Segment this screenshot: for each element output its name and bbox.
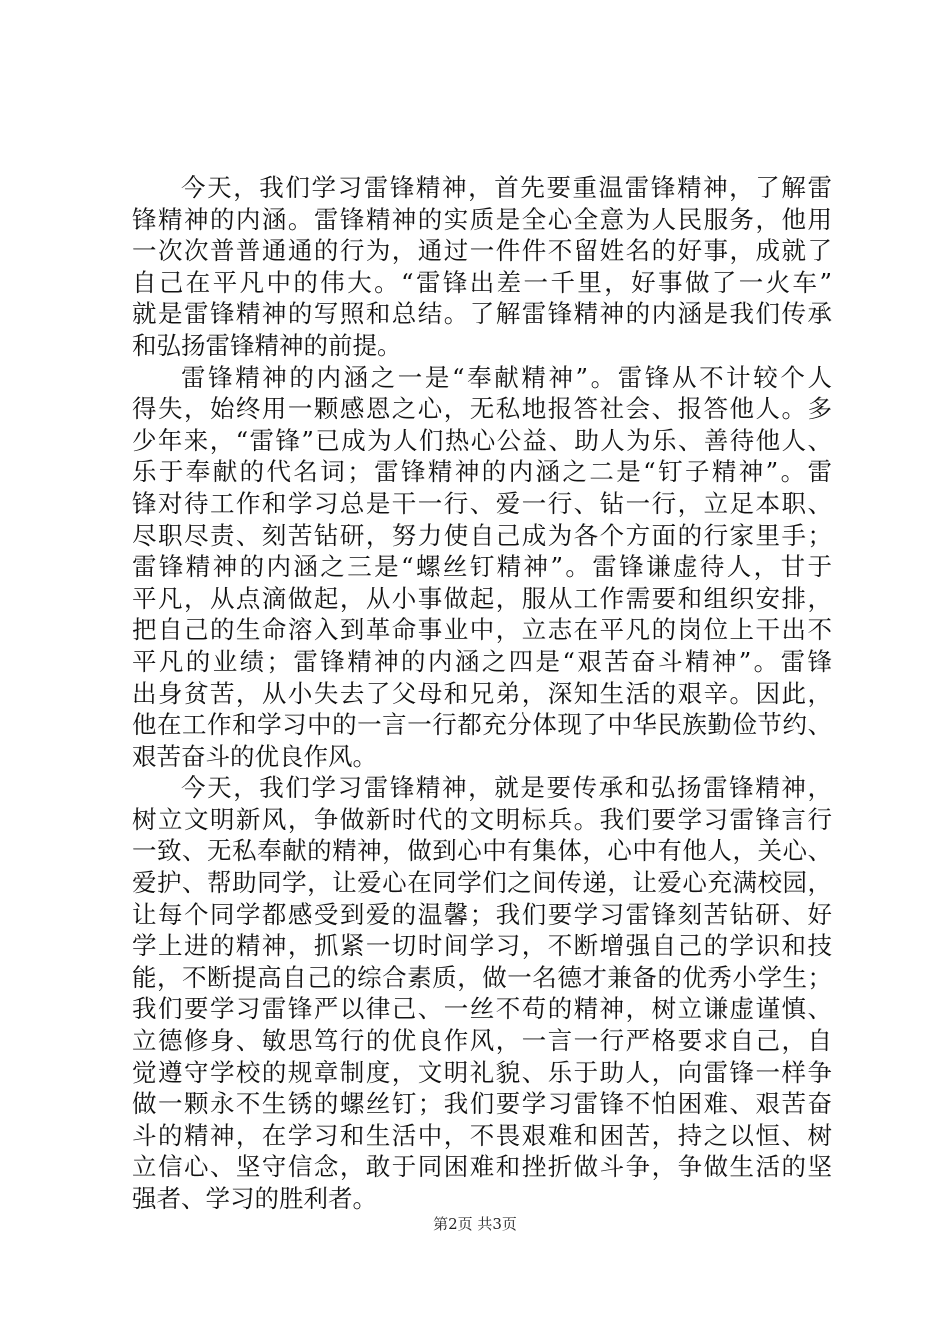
paragraph-1-line-1: 今天，我们学习雷锋精神，首先要重温雷锋精神，了解雷 — [181, 173, 832, 202]
paragraph-2-line-7: 雷锋精神的内涵之三是“螺丝钉精神”。雷锋谦虚待人，甘于 — [132, 552, 832, 582]
paragraph-1-line-4: 自己在平凡中的伟大。“雷锋出差一千里，好事做了一火车” — [132, 267, 832, 297]
paragraph-2-line-10: 平凡的业绩；雷锋精神的内涵之四是“艰苦奋斗精神”。雷锋 — [132, 646, 832, 676]
paragraph-3-line-2: 树立文明新风，争做新时代的文明标兵。我们要学习雷锋言行 — [132, 804, 832, 834]
paragraph-3-line-1: 今天，我们学习雷锋精神，就是要传承和弘扬雷锋精神， — [181, 773, 832, 803]
paragraph-2-line-8: 平凡，从点滴做起，从小事做起，服从工作需要和组织安排， — [132, 583, 832, 613]
paragraph-3-line-3: 一致、无私奉献的精神，做到心中有集体，心中有他人，关心、 — [132, 836, 832, 866]
paragraph-3-line-10: 觉遵守学校的规章制度，文明礼貌、乐于助人，向雷锋一样争 — [132, 1057, 832, 1087]
paragraph-3-line-7: 能，不断提高自己的综合素质，做一名德才兼备的优秀小学生； — [132, 962, 832, 992]
paragraph-3-line-9: 立德修身、敏思笃行的优良作风，一言一行严格要求自己，自 — [132, 1026, 832, 1056]
paragraph-3-line-4: 爱护、帮助同学，让爱心在同学们之间传递，让爱心充满校园， — [132, 868, 832, 898]
paragraph-2-line-3: 少年来，“雷锋”已成为人们热心公益、助人为乐、善待他人、 — [132, 425, 832, 455]
paragraph-2-line-5: 锋对待工作和学习总是干一行、爱一行、钻一行，立足本职、 — [132, 488, 832, 518]
paragraph-1-line-3: 一次次普普通通的行为，通过一件件不留姓名的好事，成就了 — [132, 236, 832, 266]
paragraph-2-line-4: 乐于奉献的代名词；雷锋精神的内涵之二是“钉子精神”。雷 — [132, 457, 832, 487]
paragraph-3-line-13: 立信心、坚守信念，敢于同困难和挫折做斗争，争做生活的坚 — [132, 1152, 832, 1182]
paragraph-2-line-9: 把自己的生命溶入到革命事业中，立志在平凡的岗位上干出不 — [132, 615, 832, 645]
paragraph-2-line-11: 出身贫苦，从小失去了父母和兄弟，深知生活的艰辛。因此， — [132, 678, 832, 708]
document-body — [132, 172, 832, 1215]
paragraph-3-line-12: 斗的精神，在学习和生活中，不畏艰难和困苦，持之以恒、树 — [132, 1120, 832, 1150]
paragraph-3-line-6: 学上进的精神，抓紧一切时间学习，不断增强自己的学识和技 — [132, 931, 832, 961]
paragraph-3-line-8: 我们要学习雷锋严以律己、一丝不苟的精神，树立谦虚谨慎、 — [132, 994, 832, 1024]
paragraph-2-line-6: 尽职尽责、刻苦钻研，努力使自己成为各个方面的行家里手； — [132, 520, 832, 550]
paragraph-2-line-1: 雷锋精神的内涵之一是“奉献精神”。雷锋从不计较个人 — [181, 362, 832, 392]
page-number-footer: 第2页 共3页 — [433, 1215, 517, 1233]
paragraph-3-line-5: 让每个同学都感受到爱的温馨；我们要学习雷锋刻苦钻研、好 — [132, 899, 832, 929]
paragraph-1-line-5: 就是雷锋精神的写照和总结。了解雷锋精神的内涵是我们传承 — [132, 299, 832, 329]
paragraph-2-line-2: 得失，始终用一颗感恩之心，无私地报答社会、报答他人。多 — [132, 394, 832, 424]
paragraph-3-line-14: 强者、学习的胜利者。 — [132, 1184, 377, 1213]
paragraph-1-line-2: 锋精神的内涵。雷锋精神的实质是全心全意为人民服务，他用 — [132, 204, 832, 234]
paragraph-2-line-13: 艰苦奋斗的优良作风。 — [132, 741, 377, 771]
paragraph-3-line-11: 做一颗永不生锈的螺丝钉；我们要学习雷锋不怕困难、艰苦奋 — [132, 1089, 832, 1119]
paragraph-2-line-12: 他在工作和学习中的一言一行都充分体现了中华民族勤俭节约、 — [132, 710, 832, 740]
paragraph-1-line-6: 和弘扬雷锋精神的前提。 — [132, 330, 402, 360]
